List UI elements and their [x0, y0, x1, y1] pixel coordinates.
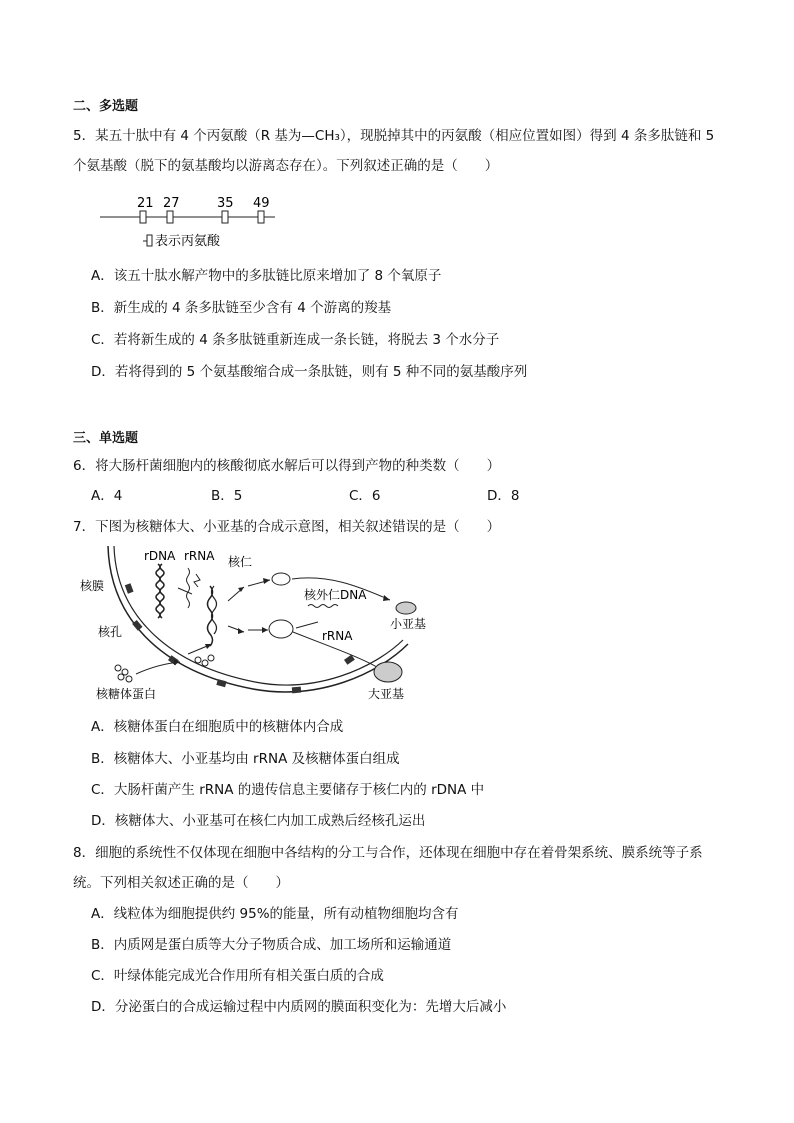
alanine-box-35 [222, 211, 228, 223]
label-rrna-top: rRNA [184, 549, 215, 563]
q5-stem-line1: 5．某五十肽中有 4 个丙氨酸（R 基为—CH₃），现脱掉其中的丙氨酸（相应位置如图）得到 4 条多肽链和 5 [73, 128, 715, 144]
position-label-35: 35 [217, 196, 234, 211]
q6-option-d: D．8 [487, 488, 520, 504]
q6-option-a: A．4 [91, 488, 123, 504]
position-label-21: 21 [137, 196, 154, 211]
position-label-49: 49 [253, 196, 270, 211]
legend-box [147, 235, 152, 246]
q8-option-b: B．内质网是蛋白质等大分子物质合成、加工场所和运输通道 [91, 937, 452, 953]
q5-option-d: D．若将得到的 5 个氨基酸缩合成一条肽链，则有 5 种不同的氨基酸序列 [91, 364, 528, 380]
q8-option-d: D．分泌蛋白的合成运输过程中内质网的膜面积变化为：先增大后减小 [91, 999, 507, 1015]
legend-label: 表示丙氨酸 [155, 234, 221, 249]
q5-peptide-figure [95, 195, 285, 255]
alanine-box-49 [258, 211, 264, 223]
alanine-box-21 [140, 211, 146, 223]
q7-option-d: D．核糖体大、小亚基可在核仁内加工成熟后经核孔运出 [91, 813, 426, 829]
q7-option-a: A．核糖体蛋白在细胞质中的核糖体内合成 [91, 719, 344, 735]
q7-option-c: C．大肠杆菌产生 rRNA 的遗传信息主要储存于核仁内的 rDNA 中 [91, 782, 485, 798]
label-pore: 核孔 [98, 625, 123, 639]
label-nucleolus: 核仁 [228, 555, 253, 569]
label-small-subunit: 小亚基 [390, 617, 427, 631]
q6-stem: 6．将大肠杆菌细胞内的核酸彻底水解后可以得到产物的种类数（ ） [73, 458, 501, 474]
label-extra-dna: 核外仁DNA [304, 588, 367, 602]
q6-option-c: C．6 [349, 488, 381, 504]
q5-option-a: A．该五十肽水解产物中的多肽链比原来增加了 8 个氧原子 [91, 268, 442, 284]
alanine-box-27 [167, 211, 173, 223]
q8-stem-line2: 统。下列相关叙述正确的是（ ） [73, 875, 289, 891]
position-label-27: 27 [163, 196, 180, 211]
label-rdna: rDNA [144, 549, 176, 563]
q7-option-b: B．核糖体大、小亚基均由 rRNA 及核糖体蛋白组成 [91, 751, 400, 767]
q8-option-c: C．叶绿体能完成光合作用所有相关蛋白质的合成 [91, 968, 384, 984]
label-envelope: 核膜 [80, 579, 105, 593]
label-large-subunit: 大亚基 [368, 687, 405, 701]
q5-option-b: B．新生成的 4 条多肽链至少含有 4 个游离的羧基 [91, 300, 392, 316]
q5-stem-line2: 个氨基酸（脱下的氨基酸均以游离态存在）。下列叙述正确的是（ ） [73, 158, 499, 174]
section-title-single: 三、单选题 [73, 431, 139, 446]
q8-option-a: A．线粒体为细胞提供约 95%的能量，所有动植物细胞均含有 [91, 906, 459, 922]
q7-ribosome-figure [78, 546, 458, 702]
q8-stem-line1: 8．细胞的系统性不仅体现在细胞中各结构的分工与合作，还体现在细胞中存在着骨架系统、膜系统等子系 [73, 845, 703, 861]
q7-stem: 7．下图为核糖体大、小亚基的合成示意图，相关叙述错误的是（ ） [73, 519, 501, 535]
label-ribosomal-protein: 核糖体蛋白 [96, 687, 157, 701]
section-title-multi: 二、多选题 [73, 99, 139, 114]
q6-option-b: B．5 [211, 488, 243, 504]
label-rrna-mid: rRNA [322, 629, 353, 643]
q5-option-c: C．若将新生成的 4 条多肽链重新连成一条长链，将脱去 3 个水分子 [91, 332, 500, 348]
